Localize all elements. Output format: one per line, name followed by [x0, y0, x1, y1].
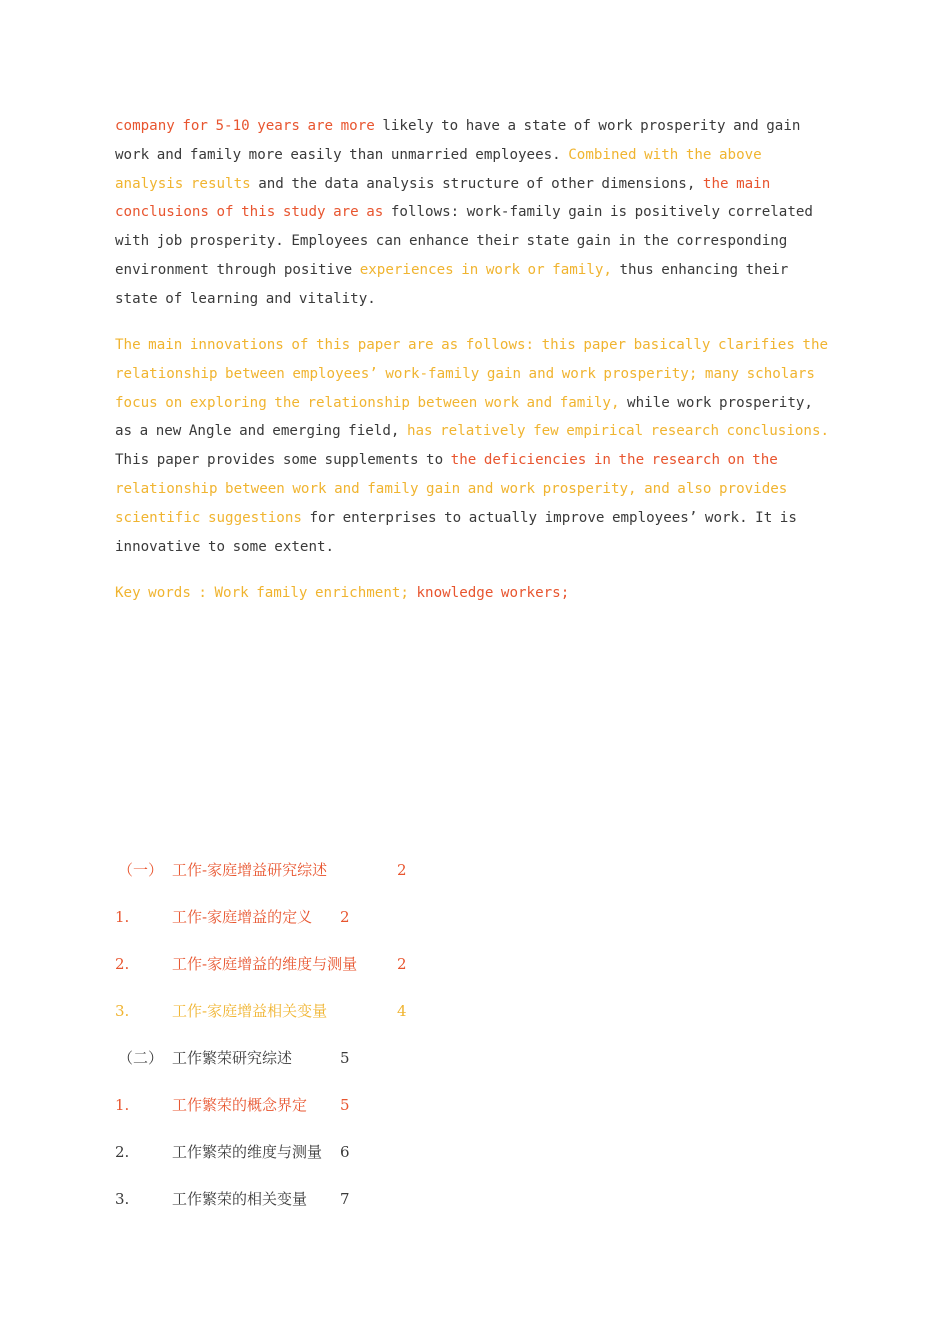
text-span: The main innovations of this paper are as follows: this paper basically clarifies the relationship between employees’ work-family gain and work prosperity; many scholars focus on exploring the relationship between work and family,	[115, 337, 829, 411]
toc-number: 3.	[115, 1190, 130, 1208]
text-span: follows: work-family gain is positively correlated with job prosperity. Employees can enhance their state gain in the corresponding environment through positive	[115, 204, 813, 278]
text-span: company for 5-10 years are more	[115, 118, 375, 134]
toc-page-number: 6	[340, 1143, 350, 1161]
toc-page-number: 2	[397, 861, 407, 879]
text-span: and the data analysis structure of other dimensions,	[250, 175, 703, 192]
toc-title: 工作-家庭增益的维度与测量	[172, 955, 358, 973]
toc-number: 1.	[115, 1096, 130, 1114]
abstract-paragraph-conclusions	[115, 112, 835, 314]
text-span: thus enhancing their state of learning and vitality.	[115, 261, 789, 307]
text-span: relationship between work and family gain and work prosperity, and also provides scientific suggestions	[115, 480, 788, 526]
toc-number: （二）	[118, 1049, 164, 1067]
keywords-line	[115, 579, 835, 608]
text-span: the main conclusions of this study are as	[115, 175, 771, 221]
text-span: has relatively few empirical research conclusions.	[406, 423, 830, 440]
toc-title: 工作繁荣的维度与测量	[172, 1143, 323, 1161]
toc-number: 1.	[115, 908, 130, 926]
toc-title: 工作-家庭增益研究综述	[172, 861, 328, 879]
toc-number: 3.	[115, 1002, 130, 1020]
toc-page-number: 7	[340, 1190, 350, 1208]
text-span: while work prosperity, as a new Angle and emerging field,	[115, 394, 813, 440]
toc-title: 工作繁荣的概念界定	[172, 1096, 308, 1114]
toc-page-number: 2	[340, 908, 350, 926]
text-span: Combined with the above analysis results	[115, 146, 762, 192]
toc-number: 2.	[115, 955, 130, 973]
text-span: This paper provides some supplements to	[115, 452, 451, 469]
toc-title: 工作繁荣的相关变量	[172, 1190, 308, 1208]
toc-page-number: 4	[397, 1002, 407, 1020]
keywords-label: Key words : Work family enrichment;	[115, 585, 417, 601]
toc-page-number: 5	[340, 1096, 350, 1114]
toc-title: 工作-家庭增益的定义	[172, 908, 313, 926]
toc-page-number: 2	[397, 955, 407, 973]
toc-title: 工作-家庭增益相关变量	[172, 1002, 328, 1020]
keywords-value: knowledge workers;	[416, 585, 570, 601]
abstract-paragraph-innovations	[115, 331, 835, 561]
toc-number: 2.	[115, 1143, 130, 1161]
toc-page-number: 5	[340, 1049, 350, 1067]
text-span: experiences in work or family,	[359, 261, 612, 278]
text-span: likely to have a state of work prosperity and gain work and family more easily than unmarried employees.	[115, 118, 801, 163]
text-span: the deficiencies in the research on the	[450, 452, 778, 469]
toc-title: 工作繁荣研究综述	[172, 1049, 293, 1067]
text-span: for enterprises to actually improve employees’ work. It is innovative to some extent.	[115, 509, 797, 555]
toc-number: （一）	[118, 861, 164, 879]
